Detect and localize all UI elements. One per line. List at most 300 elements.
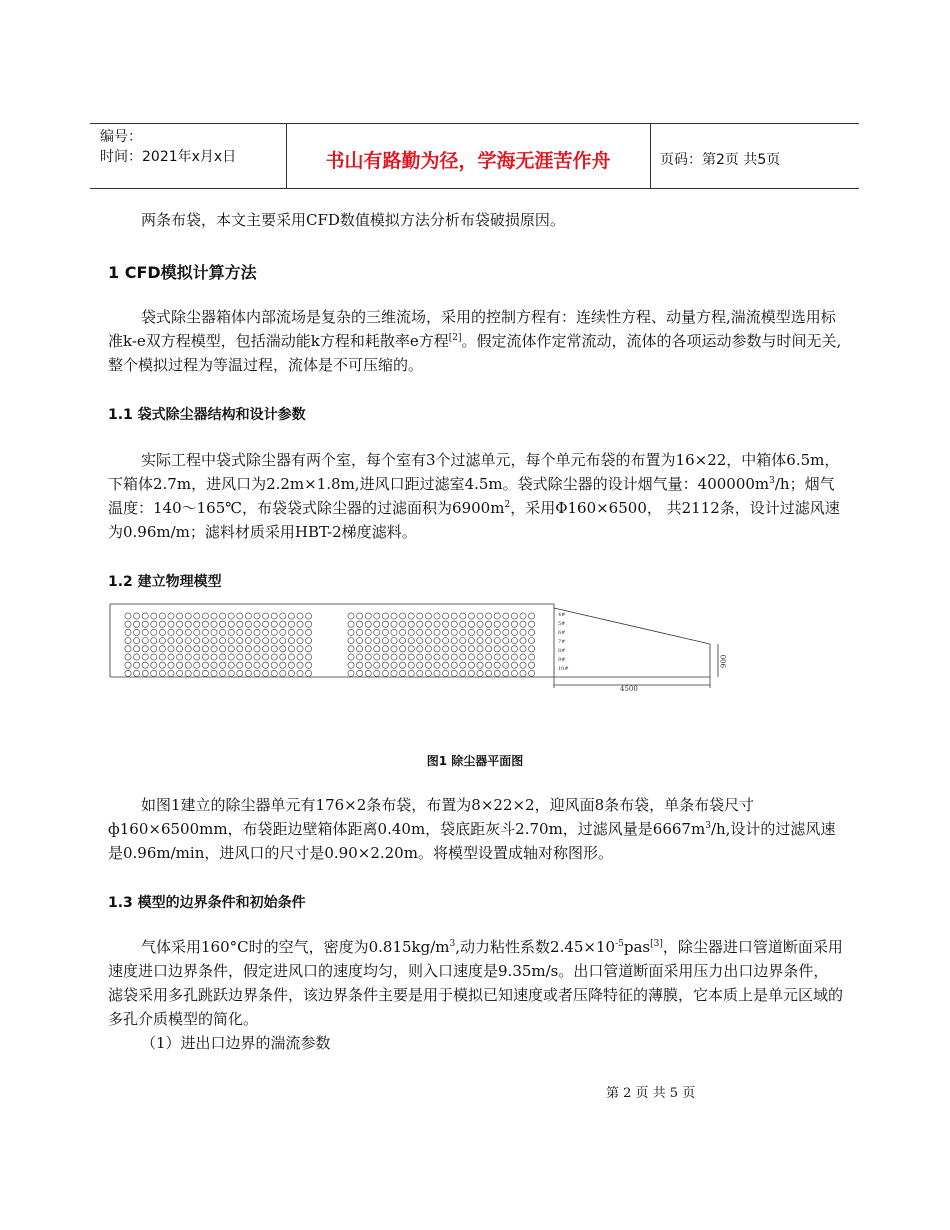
filter-bag <box>237 613 243 619</box>
filter-bag <box>494 646 500 652</box>
filter-bag <box>159 621 165 627</box>
filter-bag <box>306 646 312 652</box>
filter-bag <box>202 670 208 676</box>
filter-bag <box>263 654 269 660</box>
filter-bag <box>245 629 251 635</box>
filter-bag <box>511 613 517 619</box>
filter-bag <box>451 613 457 619</box>
filter-bag <box>237 662 243 668</box>
filter-bag <box>151 646 157 652</box>
filter-bag <box>142 629 148 635</box>
filter-bag <box>168 621 174 627</box>
header-page-label: 页码：第2页 共5页 <box>660 152 781 168</box>
section-1-1-title: 1.1 袋式除尘器结构和设计参数 <box>108 407 306 423</box>
filter-bag <box>159 662 165 668</box>
filter-bag <box>348 638 354 644</box>
s13-list-item-1 <box>108 1031 843 1055</box>
figure-caption: 图1 除尘器平面图 <box>426 754 524 768</box>
filter-bag <box>374 613 380 619</box>
filter-bag <box>400 613 406 619</box>
filter-bag <box>237 646 243 652</box>
filter-bag <box>177 613 183 619</box>
filter-bag <box>529 646 535 652</box>
s13-sup1: 3 <box>449 939 456 949</box>
filter-bag <box>159 638 165 644</box>
filter-bag <box>468 662 474 668</box>
filter-bag <box>486 662 492 668</box>
filter-bag <box>306 629 312 635</box>
s13-list-item-1-text: （1）进出口边界的湍流参数 <box>141 1034 331 1052</box>
filter-bag <box>142 613 148 619</box>
filter-bag <box>425 621 431 627</box>
filter-bag <box>468 621 474 627</box>
filter-bag <box>391 646 397 652</box>
filter-bag <box>503 646 509 652</box>
filter-bag <box>177 621 183 627</box>
filter-bag <box>443 670 449 676</box>
filter-bag <box>202 621 208 627</box>
filter-bag <box>511 646 517 652</box>
filter-bag <box>151 621 157 627</box>
filter-bag <box>134 646 140 652</box>
filter-bag <box>468 638 474 644</box>
filter-bag <box>425 646 431 652</box>
filter-bag <box>468 613 474 619</box>
filter-bag <box>228 646 234 652</box>
section-1-3-paragraph <box>108 935 843 1055</box>
filter-bag <box>280 613 286 619</box>
filter-bag <box>288 621 294 627</box>
filter-bag <box>134 662 140 668</box>
filter-bag <box>374 662 380 668</box>
filter-bag <box>460 662 466 668</box>
s11-sup1: 3 <box>769 476 775 486</box>
filter-bag <box>220 638 226 644</box>
s1-ref: [2] <box>448 333 462 343</box>
filter-bag <box>374 621 380 627</box>
s13-text-c: pas <box>623 938 651 956</box>
filter-bag <box>494 654 500 660</box>
filter-bag <box>494 613 500 619</box>
filter-bag <box>211 670 217 676</box>
filter-bag <box>477 621 483 627</box>
filter-bag <box>254 662 260 668</box>
filter-bag <box>382 629 388 635</box>
filter-bag <box>168 662 174 668</box>
filter-bag <box>168 629 174 635</box>
filter-bag <box>451 638 457 644</box>
filter-bag <box>494 662 500 668</box>
filter-bag <box>228 613 234 619</box>
filter-bag <box>486 654 492 660</box>
page-footer: 第 2 页 共 5 页 <box>606 1086 696 1101</box>
filter-bag <box>220 646 226 652</box>
filter-bag <box>451 629 457 635</box>
filter-bag <box>434 613 440 619</box>
filter-bag <box>245 613 251 619</box>
svg-text:8#: 8# <box>558 648 566 654</box>
filter-bag <box>159 654 165 660</box>
filter-bag <box>451 662 457 668</box>
filter-bag <box>520 646 526 652</box>
filter-bag <box>297 662 303 668</box>
filter-bag <box>168 670 174 676</box>
filter-bag <box>451 621 457 627</box>
filter-bag <box>468 646 474 652</box>
filter-bag <box>503 629 509 635</box>
s11-text-c: ，采用Φ160×6500， 共2112条，设计过滤风速为0.96m/m；滤料材质采用HBT-2梯度滤料。 <box>108 499 840 541</box>
filter-bag <box>151 613 157 619</box>
filter-bag <box>245 638 251 644</box>
filter-bag <box>477 646 483 652</box>
filter-bag <box>365 629 371 635</box>
filter-bag <box>280 654 286 660</box>
filter-bag <box>254 613 260 619</box>
filter-bag <box>288 670 294 676</box>
svg-text:7#: 7# <box>558 639 566 645</box>
filter-bag <box>306 662 312 668</box>
filter-bag <box>211 654 217 660</box>
filter-bag <box>503 638 509 644</box>
filter-bag <box>194 638 200 644</box>
filter-bag <box>460 670 466 676</box>
header-meta <box>100 127 236 167</box>
filter-bag <box>254 638 260 644</box>
filter-bag <box>357 613 363 619</box>
s12-text-a: 如图1建立的除尘器单元有176×2条布袋，布置为8×22×2，迎风面8条布袋，单条布袋尺寸ф160×6500mm，布袋距边壁箱体距离0.40m，袋底距灰斗2.70m，过滤风量是6667m <box>108 796 755 838</box>
filter-bag <box>374 654 380 660</box>
filter-bag <box>494 638 500 644</box>
filter-bag <box>451 646 457 652</box>
filter-bag <box>434 629 440 635</box>
filter-bag <box>228 654 234 660</box>
filter-bag <box>194 613 200 619</box>
filter-bag <box>365 670 371 676</box>
filter-bag <box>237 629 243 635</box>
filter-bag <box>297 629 303 635</box>
filter-bag <box>263 670 269 676</box>
filter-bag <box>400 629 406 635</box>
filter-bag <box>168 613 174 619</box>
filter-bag <box>477 670 483 676</box>
filter-bag <box>511 621 517 627</box>
filter-bag <box>211 621 217 627</box>
filter-bag <box>443 662 449 668</box>
filter-bag <box>280 670 286 676</box>
s12-text-b: /h,设计的过滤风速是0.96m/min，进风口的尺寸是0.90×2.20m。将模型设置成轴对称图形。 <box>108 820 836 862</box>
filter-bag <box>382 638 388 644</box>
dim-horizontal-label: 4500 <box>620 685 638 693</box>
filter-bag <box>194 654 200 660</box>
filter-bag <box>306 670 312 676</box>
filter-bag <box>202 629 208 635</box>
filter-bag <box>263 629 269 635</box>
filter-bag <box>254 654 260 660</box>
filter-bag <box>391 613 397 619</box>
filter-bag <box>125 646 131 652</box>
filter-bag <box>529 670 535 676</box>
filter-bag <box>434 670 440 676</box>
filter-bag <box>486 621 492 627</box>
filter-bag <box>271 621 277 627</box>
filter-bag <box>520 613 526 619</box>
filter-bag <box>177 629 183 635</box>
filter-bag <box>520 638 526 644</box>
filter-bag <box>460 638 466 644</box>
filter-bag <box>425 662 431 668</box>
filter-bag <box>297 670 303 676</box>
filter-bag <box>443 621 449 627</box>
filter-bag <box>159 629 165 635</box>
filter-bag <box>125 638 131 644</box>
filter-bag <box>348 621 354 627</box>
filter-bag <box>391 638 397 644</box>
filter-bag <box>142 621 148 627</box>
filter-bag <box>134 629 140 635</box>
filter-bag <box>511 662 517 668</box>
filter-bag <box>374 670 380 676</box>
filter-bag <box>271 613 277 619</box>
filter-bag <box>529 613 535 619</box>
filter-bag <box>288 613 294 619</box>
intro-paragraph <box>108 208 843 232</box>
filter-bag <box>400 670 406 676</box>
filter-bag <box>228 670 234 676</box>
filter-bag <box>134 621 140 627</box>
filter-bag <box>460 654 466 660</box>
filter-bag <box>365 613 371 619</box>
filter-bag <box>211 613 217 619</box>
filter-bag <box>125 621 131 627</box>
svg-text:10#: 10# <box>558 666 569 672</box>
filter-bag <box>220 662 226 668</box>
filter-bag <box>177 646 183 652</box>
filter-bag <box>271 654 277 660</box>
filter-bag <box>220 670 226 676</box>
filter-bag <box>271 670 277 676</box>
filter-bag <box>417 654 423 660</box>
header-divider <box>650 124 651 188</box>
filter-bag <box>365 638 371 644</box>
intro-text: 两条布袋，本文主要采用CFD数值模拟方法分析布袋破损原因。 <box>141 211 565 229</box>
filter-bag <box>263 613 269 619</box>
filter-bag <box>486 613 492 619</box>
filter-bag <box>357 638 363 644</box>
filter-bag <box>417 646 423 652</box>
filter-bag <box>443 646 449 652</box>
filter-bag <box>357 662 363 668</box>
filter-bag <box>220 613 226 619</box>
filter-bag <box>391 670 397 676</box>
filter-bag <box>400 662 406 668</box>
s11-sup2: 2 <box>504 500 511 510</box>
filter-bag <box>280 646 286 652</box>
filter-bag <box>185 621 191 627</box>
filter-bag <box>168 638 174 644</box>
filter-bag <box>365 621 371 627</box>
section-1-paragraph <box>108 305 843 377</box>
s13-text-a: 气体采用160°C时的空气，密度为0.815kg/m <box>141 938 450 956</box>
dust-collector-plan-figure <box>108 600 733 695</box>
filter-bag <box>348 670 354 676</box>
filter-bag <box>494 670 500 676</box>
filter-bag <box>194 670 200 676</box>
filter-bag <box>425 629 431 635</box>
filter-bag <box>529 629 535 635</box>
filter-bag <box>477 613 483 619</box>
filter-bag <box>365 662 371 668</box>
filter-bag <box>477 629 483 635</box>
filter-bag <box>520 621 526 627</box>
filter-bag <box>382 670 388 676</box>
filter-bag <box>237 670 243 676</box>
filter-bag <box>460 646 466 652</box>
s13-text-b: ,动力粘性系数2.45×10 <box>455 938 616 956</box>
s11-text-a: 实际工程中袋式除尘器有两个室，每个室有3个过滤单元，每个单元布袋的布置为16×22，中箱体6.5m，下箱体2.7m，进风口为2.2m×1.8m,进风口距过滤室4.5m。袋式除尘器的设计烟气量：400000m <box>108 451 840 493</box>
filter-bag <box>237 654 243 660</box>
filter-bag <box>374 646 380 652</box>
s13-sup2: -5 <box>615 939 624 949</box>
filter-bag <box>125 629 131 635</box>
filter-bag <box>382 654 388 660</box>
filter-bag <box>408 662 414 668</box>
filter-bag <box>503 621 509 627</box>
filter-bag <box>254 670 260 676</box>
filter-bag <box>185 613 191 619</box>
filter-bag <box>202 638 208 644</box>
filter-bag <box>348 613 354 619</box>
s12-sup: 3 <box>705 821 711 831</box>
filter-bag <box>254 646 260 652</box>
filter-bag <box>151 629 157 635</box>
filter-bag <box>194 646 200 652</box>
bag-array-left <box>125 613 312 677</box>
filter-bag <box>486 646 492 652</box>
filter-bag <box>503 654 509 660</box>
section-1-1-paragraph <box>108 448 843 544</box>
filter-bag <box>297 621 303 627</box>
filter-bag <box>391 662 397 668</box>
filter-bag <box>142 646 148 652</box>
filter-bag <box>271 662 277 668</box>
filter-bag <box>382 613 388 619</box>
filter-bag <box>357 670 363 676</box>
filter-bag <box>177 670 183 676</box>
filter-bag <box>357 621 363 627</box>
filter-bag <box>288 654 294 660</box>
filter-bag <box>520 629 526 635</box>
filter-bag <box>425 654 431 660</box>
filter-bag <box>486 670 492 676</box>
filter-bag <box>486 638 492 644</box>
filter-bag <box>288 638 294 644</box>
filter-bag <box>357 646 363 652</box>
filter-bag <box>382 662 388 668</box>
filter-bag <box>408 638 414 644</box>
filter-bag <box>451 654 457 660</box>
filter-bag <box>391 629 397 635</box>
filter-bag <box>297 646 303 652</box>
header-motto: 书山有路勤为径，学海无涯苦作舟 <box>325 150 611 172</box>
filter-bag <box>151 662 157 668</box>
filter-bag <box>271 638 277 644</box>
bag-array-right <box>348 613 535 677</box>
filter-bag <box>434 654 440 660</box>
filter-bag <box>263 662 269 668</box>
filter-bag <box>529 621 535 627</box>
filter-bag <box>434 638 440 644</box>
filter-bag <box>237 621 243 627</box>
filter-bag <box>288 629 294 635</box>
filter-bag <box>245 662 251 668</box>
filter-bag <box>168 646 174 652</box>
filter-bag <box>211 646 217 652</box>
filter-bag <box>159 613 165 619</box>
filter-bag <box>125 662 131 668</box>
s1-text-b: 。假定流体作定常流动，流体的各项运动参数与时间无关,整个模拟过程为等温过程，流体是不可压缩的。 <box>108 332 842 374</box>
filter-bag <box>168 654 174 660</box>
filter-bag <box>365 654 371 660</box>
filter-bag <box>142 670 148 676</box>
s1-text-a: 袋式除尘器箱体内部流场是复杂的三维流场，采用的控制方程有：连续性方程、动量方程,湍流模型选用标准k-e双方程模型，包括湍动能k方程和耗散率e方程 <box>108 308 836 350</box>
filter-bag <box>151 654 157 660</box>
svg-text:5#: 5# <box>558 621 566 627</box>
section-1-3-title: 1.3 模型的边界条件和初始条件 <box>108 895 306 911</box>
filter-bag <box>529 654 535 660</box>
filter-bag <box>400 646 406 652</box>
filter-bag <box>477 654 483 660</box>
filter-bag <box>494 621 500 627</box>
svg-text:6#: 6# <box>558 630 566 636</box>
filter-bag <box>417 638 423 644</box>
filter-bag <box>494 629 500 635</box>
filter-bag <box>220 621 226 627</box>
filter-bag <box>511 638 517 644</box>
filter-bag <box>194 629 200 635</box>
filter-bag <box>177 638 183 644</box>
filter-bag <box>520 654 526 660</box>
filter-bag <box>477 662 483 668</box>
filter-bag <box>263 646 269 652</box>
filter-bag <box>511 629 517 635</box>
filter-bag <box>177 654 183 660</box>
filter-bag <box>468 670 474 676</box>
filter-bag <box>280 621 286 627</box>
filter-bag <box>125 613 131 619</box>
filter-bag <box>529 638 535 644</box>
filter-bag <box>306 613 312 619</box>
filter-bag <box>245 654 251 660</box>
filter-bag <box>417 629 423 635</box>
filter-bag <box>400 638 406 644</box>
filter-bag <box>194 662 200 668</box>
filter-bag <box>288 662 294 668</box>
filter-bag <box>185 662 191 668</box>
filter-bag <box>159 646 165 652</box>
filter-bag <box>477 638 483 644</box>
section-1-title: 1 CFD模拟计算方法 <box>108 263 257 282</box>
filter-bag <box>511 654 517 660</box>
filter-bag <box>468 629 474 635</box>
filter-bag <box>408 670 414 676</box>
filter-bag <box>245 670 251 676</box>
section-1-2-title: 1.2 建立物理模型 <box>108 574 222 590</box>
filter-bag <box>357 654 363 660</box>
filter-bag <box>280 662 286 668</box>
filter-bag <box>245 646 251 652</box>
section-1-2-paragraph <box>108 793 843 865</box>
filter-bag <box>374 638 380 644</box>
